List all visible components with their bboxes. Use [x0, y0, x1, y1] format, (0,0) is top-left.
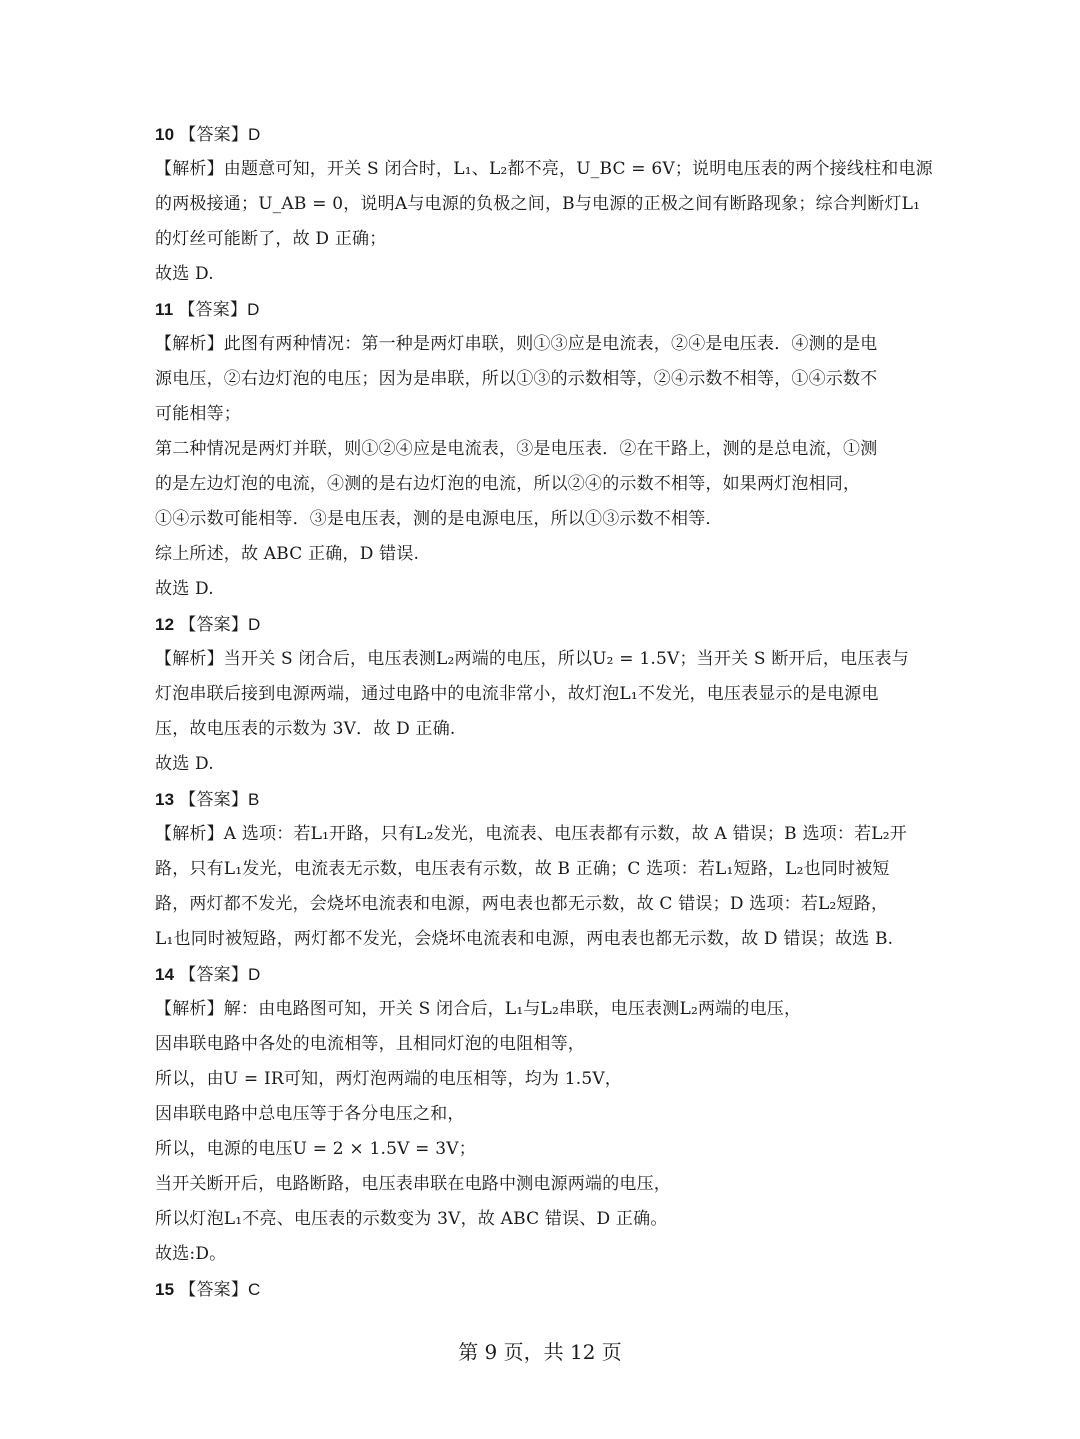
explanation-line: 【解析】由题意可知，开关 S 闭合时，L₁、L₂都不亮，U_BC = 6V；说明电压表的两个接线柱和电源 — [155, 159, 933, 179]
explanation-line: 第二种情况是两灯并联，则①②④应是电流表，③是电压表．②在干路上，测的是总电流，①测 — [155, 439, 878, 459]
explanation-line: 所以，由U = IR可知，两灯泡两端的电压相等，均为 1.5V， — [155, 1069, 623, 1089]
explanation-line: 当开关断开后，电路断路，电压表串联在电路中测电源两端的电压， — [155, 1174, 671, 1194]
explanation-line: 灯泡串联后接到电源两端，通过电路中的电流非常小，故灯泡L₁不发光，电压表显示的是电源电 — [155, 684, 879, 704]
explanation-line: 故选:D。 — [155, 1244, 227, 1264]
explanation-line: 因串联电路中总电压等于各分电压之和， — [155, 1104, 465, 1124]
answer-heading-12 — [155, 607, 925, 642]
answer-label: 【答案】B — [179, 790, 260, 809]
explanation-line: 路，两灯都不发光，会烧坏电流表和电源，两电表也都无示数，故 C 错误；D 选项：若L₂短路， — [155, 894, 889, 914]
answer-heading-15 — [155, 1272, 925, 1307]
explanation-line: ①④示数可能相等．③是电压表，测的是电源电压，所以①③示数不相等． — [155, 509, 723, 529]
explanation-line: 【解析】解：由电路图可知，开关 S 闭合后，L₁与L₂串联，电压表测L₂两端的电压， — [155, 999, 802, 1019]
explanation-line: 因串联电路中各处的电流相等，且相同灯泡的电阻相等， — [155, 1034, 585, 1054]
explanation-line: 所以灯泡L₁不亮、电压表的示数变为 3V，故 ABC 错误、D 正确。 — [155, 1209, 668, 1229]
explanation-line: 压，故电压表的示数为 3V．故 D 正确. — [155, 719, 456, 739]
explanation-line: L₁也同时被短路，两灯都不发光，会烧坏电流表和电源，两电表也都无示数，故 D 错误；故选 B. — [155, 929, 894, 949]
answer-heading-14 — [155, 957, 925, 992]
answer-heading-13 — [155, 782, 925, 817]
explanation-line: 【解析】此图有两种情况：第一种是两灯串联，则①③应是电流表，②④是电压表．④测的是电 — [155, 334, 878, 354]
explanation-line: 源电压，②右边灯泡的电压；因为是串联，所以①③的示数相等，②④示数不相等，①④示数不 — [155, 369, 878, 389]
answer-label: 【答案】D — [179, 615, 261, 634]
question-number: 10 — [155, 125, 175, 144]
question-number: 13 — [155, 790, 175, 809]
explanation-line: 【解析】A 选项：若L₁开路，只有L₂发光，电流表、电压表都有示数，故 A 错误；B 选项：若L₂开 — [155, 824, 907, 844]
answer-heading-11 — [155, 292, 925, 327]
explanation-line: 的两极接通；U_AB = 0，说明A与电源的负极之间，B与电源的正极之间有断路现象；综合判断灯L₁ — [155, 194, 921, 214]
explanation-line: 所以，电源的电压U = 2 × 1.5V = 3V； — [155, 1139, 476, 1159]
explanation-line: 故选 D. — [155, 754, 214, 774]
explanation-line: 故选 D. — [155, 579, 214, 599]
explanation-line: 【解析】当开关 S 闭合后，电压表测L₂两端的电压，所以U₂ = 1.5V；当开关 S 断开后，电压表与 — [155, 649, 909, 669]
answer-label: 【答案】C — [179, 1280, 261, 1299]
question-number: 15 — [155, 1280, 175, 1299]
explanation-line: 的是左边灯泡的电流，④测的是右边灯泡的电流，所以②④的示数不相等，如果两灯泡相同， — [155, 474, 861, 494]
question-number: 11 — [155, 300, 174, 319]
answer-label: 【答案】D — [179, 125, 261, 144]
answer-label: 【答案】D — [178, 300, 260, 319]
answer-label: 【答案】D — [179, 965, 261, 984]
explanation-line: 综上所述，故 ABC 正确，D 错误. — [155, 544, 420, 564]
answer-heading-10 — [155, 117, 925, 152]
explanation-line: 故选 D. — [155, 264, 214, 284]
explanation-line: 路，只有L₁发光，电流表无示数，电压表有示数，故 B 正确；C 选项：若L₁短路，L₂也同时被短 — [155, 859, 890, 879]
answer-page — [155, 117, 933, 1307]
explanation-line: 可能相等； — [155, 404, 241, 424]
explanation-line: 的灯丝可能断了，故 D 正确； — [155, 229, 387, 249]
question-number: 14 — [155, 965, 175, 984]
page-footer: 第 9 页，共 12 页 — [458, 1340, 622, 1364]
question-number: 12 — [155, 615, 175, 634]
